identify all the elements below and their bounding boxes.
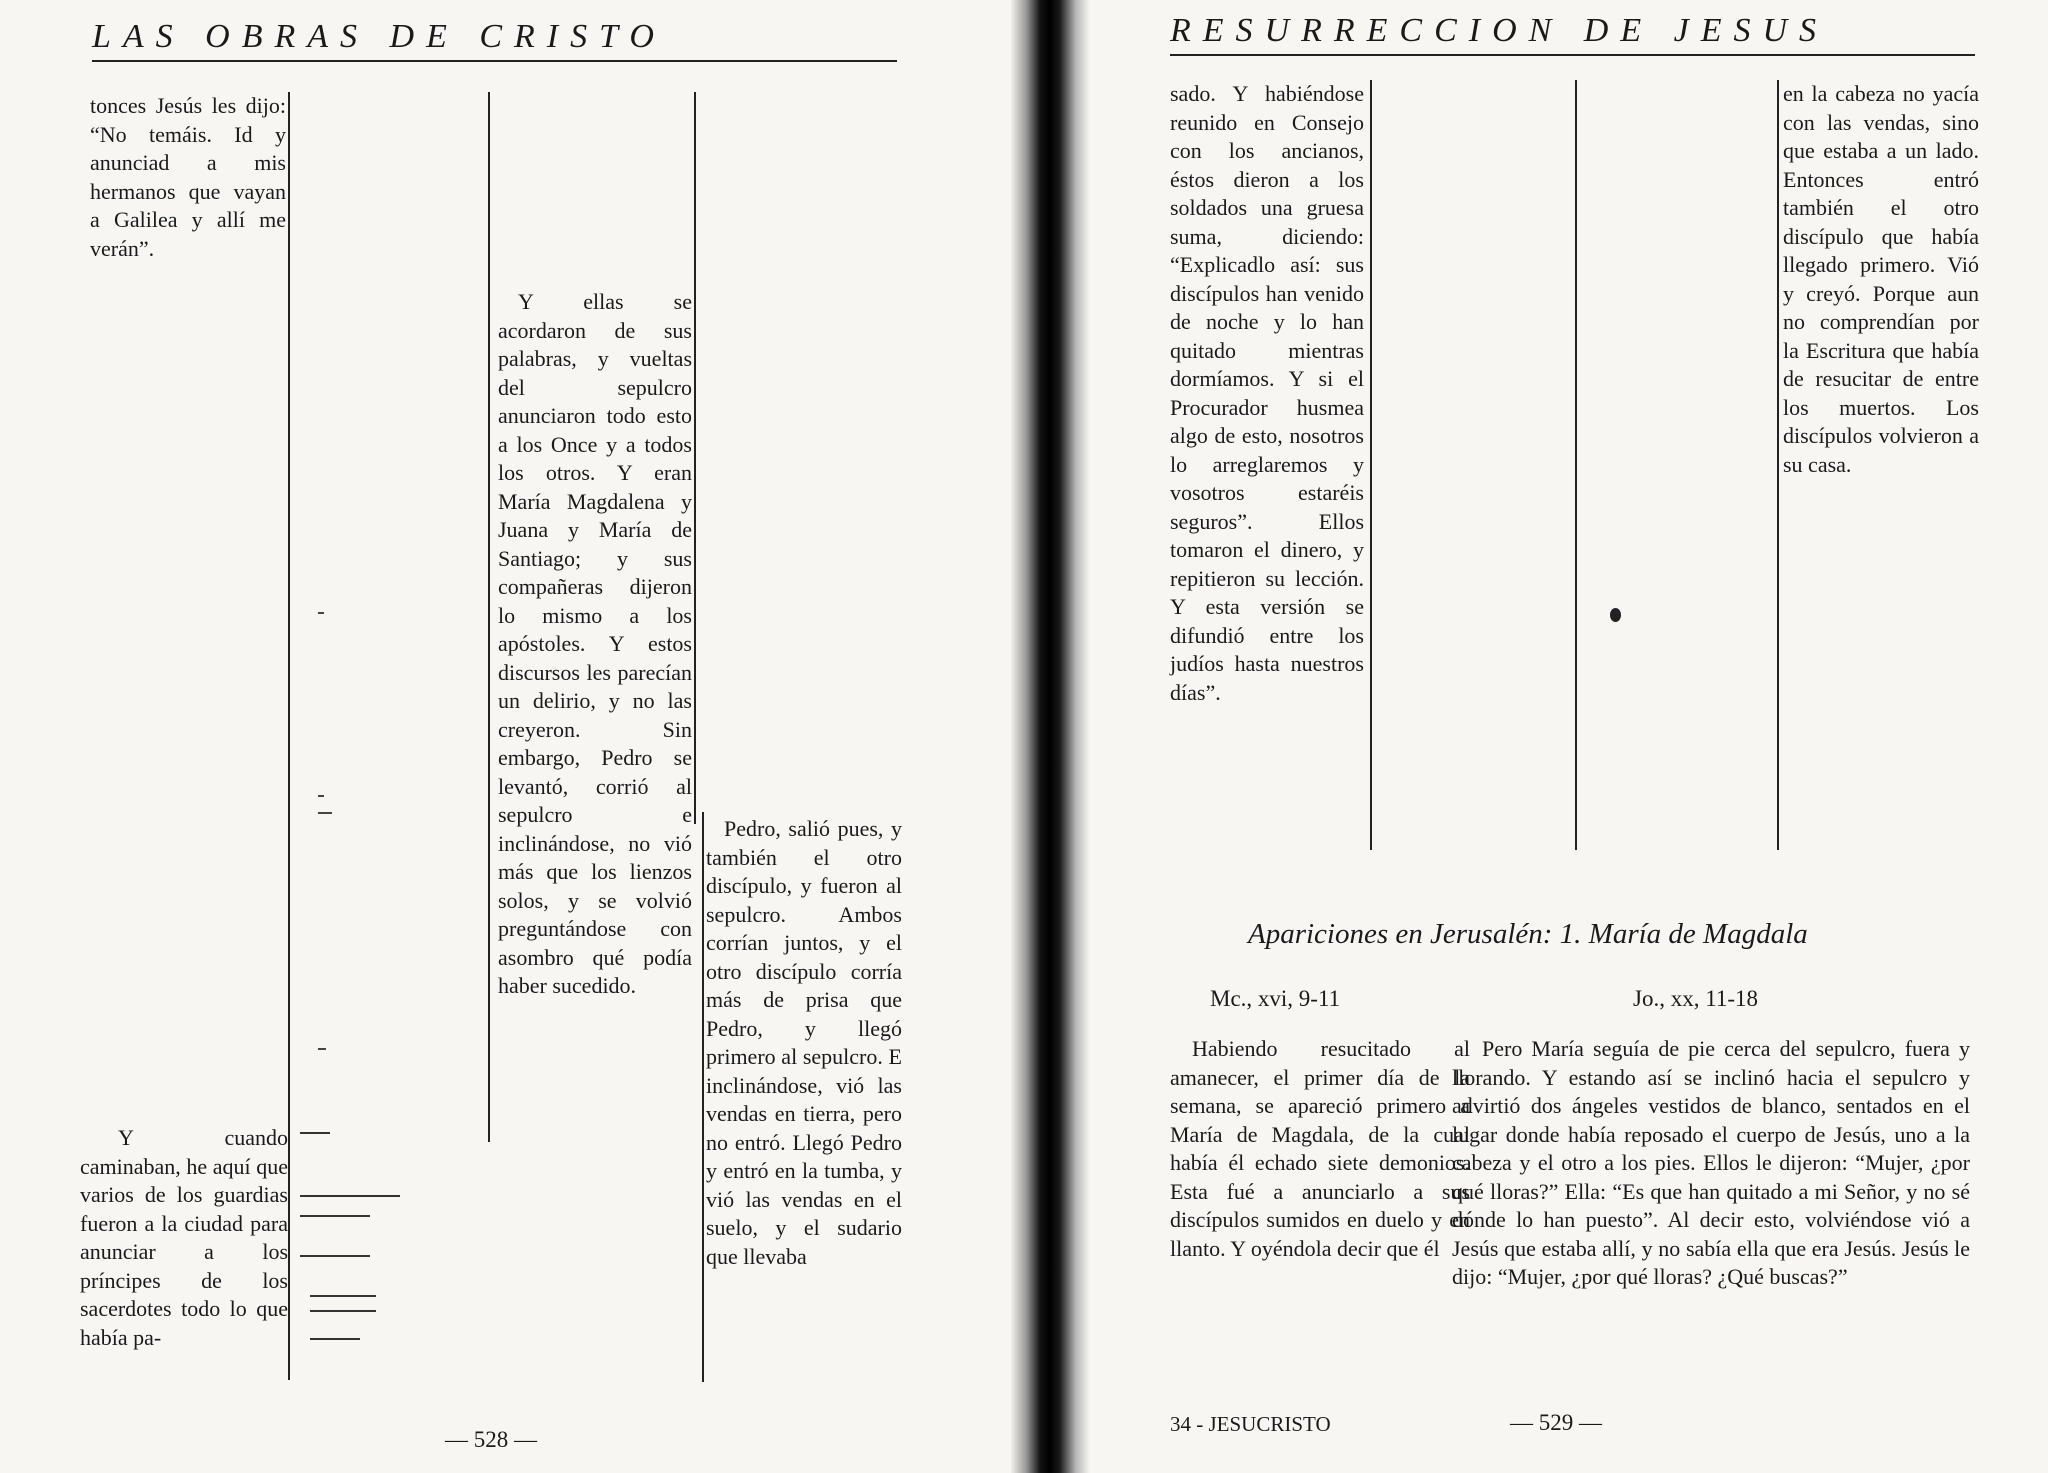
left-column-rule-3 — [694, 92, 696, 824]
mark-text: Habiendo resucitado al amanecer, el primer día de la semana, se apareció primero a María de Magdala, de la cual había él echado siete demonios. Esta fué a anunciarlo a sus discípulos sumidos en duelo y en llanto. Y oyéndola decir que él — [1170, 1036, 1470, 1261]
ink-spot — [1610, 608, 1621, 622]
column-tick-mark — [318, 1048, 326, 1050]
left-folio: — 528 — — [445, 1427, 537, 1452]
section-title — [1248, 918, 1808, 951]
left-column-rule-4 — [702, 812, 704, 1382]
section-title-rest: : 1. María de Magdala — [1542, 918, 1808, 950]
john-text: Pero María seguía de pie cerca del sepulcro, fuera y llorando. Y estando así se inclinó hacia el sepulcro y advirtió dos ángeles vestidos de blanco, sentados en el lugar donde había reposado el cuerpo de Jesús, uno a la cabeza y el otro a los pies. Ellos le dijeron: “Mujer, ¿por qué lloras?” Ella: “Es que han quitado a mi Señor, y no sé dónde lo han puesto”. Al decir esto, volviéndose vió a Jesús que estaba allí, y no sabía ella que era Jesús. Jesús le dijo: “Mujer, ¿por qué lloras? ¿Qué buscas?” — [1452, 1036, 1970, 1289]
right-column-rule-1 — [1370, 80, 1372, 850]
left-column-rule-1 — [288, 92, 290, 1380]
right-page — [1070, 0, 2048, 1473]
right-column-rule-2 — [1575, 80, 1577, 850]
empty-column-rule — [300, 1215, 370, 1217]
left-page — [0, 0, 1010, 1473]
signature-mark: 34 - JESUCRISTO — [1170, 1412, 1331, 1436]
right-column-rule-3 — [1777, 80, 1779, 850]
empty-column-rule — [300, 1132, 330, 1134]
empty-column-rule — [310, 1338, 360, 1340]
empty-column-rule — [300, 1195, 400, 1197]
left-column-rule-2 — [488, 92, 490, 1142]
mark-reference: Mc., xvi, 9-11 — [1210, 986, 1341, 1011]
column-tick-mark — [318, 612, 324, 614]
right-col1-text: sado. Y habiéndose reunido en Consejo con los ancianos, éstos dieron a los soldados una gruesa suma, diciendo: “Explicadlo así: sus discípulos han venido de noche y lo han quitado mientras dormíamos. Y si el Procurador husmea algo de esto, nosotros lo arreglaremos y vosotros estaréis seguros”. Ellos tomaron el dinero, y repitieron su lección. Y esta versión se difundió entre los judíos hasta nuestros días”. — [1170, 81, 1364, 705]
empty-column-rule — [300, 1255, 370, 1257]
right-col3-text: en la cabeza no yacía con las vendas, sino que estaba a un lado. Entonces entró también el otro discípulo que había llegado primero. Vió y creyó. Porque aun no comprendían por la Escritura que había de resucitar de entre los muertos. Los discípulos volvieron a su casa. — [1783, 81, 1979, 477]
column-tick-mark — [318, 812, 332, 814]
left-col4-text: Pedro, salió pues, y también el otro discípulo, y fueron al sepulcro. Ambos corrían juntos, y el otro discípulo corría más de prisa que Pedro, y llegó primero al sepulcro. E inclinándose, vió las vendas en tierra, pero no entró. Llegó Pedro y entró en la tumba, y vió las vendas en el suelo, y el sudario que llevaba — [706, 816, 902, 1269]
empty-column-rule — [310, 1310, 376, 1312]
left-running-head: LAS OBRAS DE CRISTO — [92, 18, 897, 62]
column-tick-mark — [318, 795, 324, 797]
left-col1-top-text: tonces Jesús les dijo: “No temáis. Id y anunciad a mis hermanos que vayan a Galilea y allí me verán”. — [90, 93, 286, 261]
right-folio: — 529 — — [1510, 1410, 1602, 1435]
left-col3-text: Y ellas se acordaron de sus palabras, y vueltas del sepulcro anunciaron todo esto a los Once y a todos los otros. Y eran María Magdalena y Juana y María de Santiago; y sus compañeras dijeron lo mismo a los apóstoles. Y estos discursos les parecían un delirio, y no las creyeron. Sin embargo, Pedro se levantó, corrió al sepulcro e inclinándose, no vió más que los lienzos solos, y se volvió preguntándose con asombro qué podía haber sucedido. — [498, 289, 692, 998]
section-title-italic: Apariciones en Jerusalén — [1248, 918, 1543, 950]
right-running-head: RESURRECCION DE JESUS — [1170, 12, 1975, 56]
left-col1-bottom-text: Y cuando caminaban, he aquí que varios de los guardias fueron a la ciudad para anunciar a los príncipes de los sacerdotes todo lo que había pa- — [80, 1125, 288, 1350]
empty-column-rule — [310, 1295, 376, 1297]
john-reference: Jo., xx, 11-18 — [1633, 986, 1759, 1011]
